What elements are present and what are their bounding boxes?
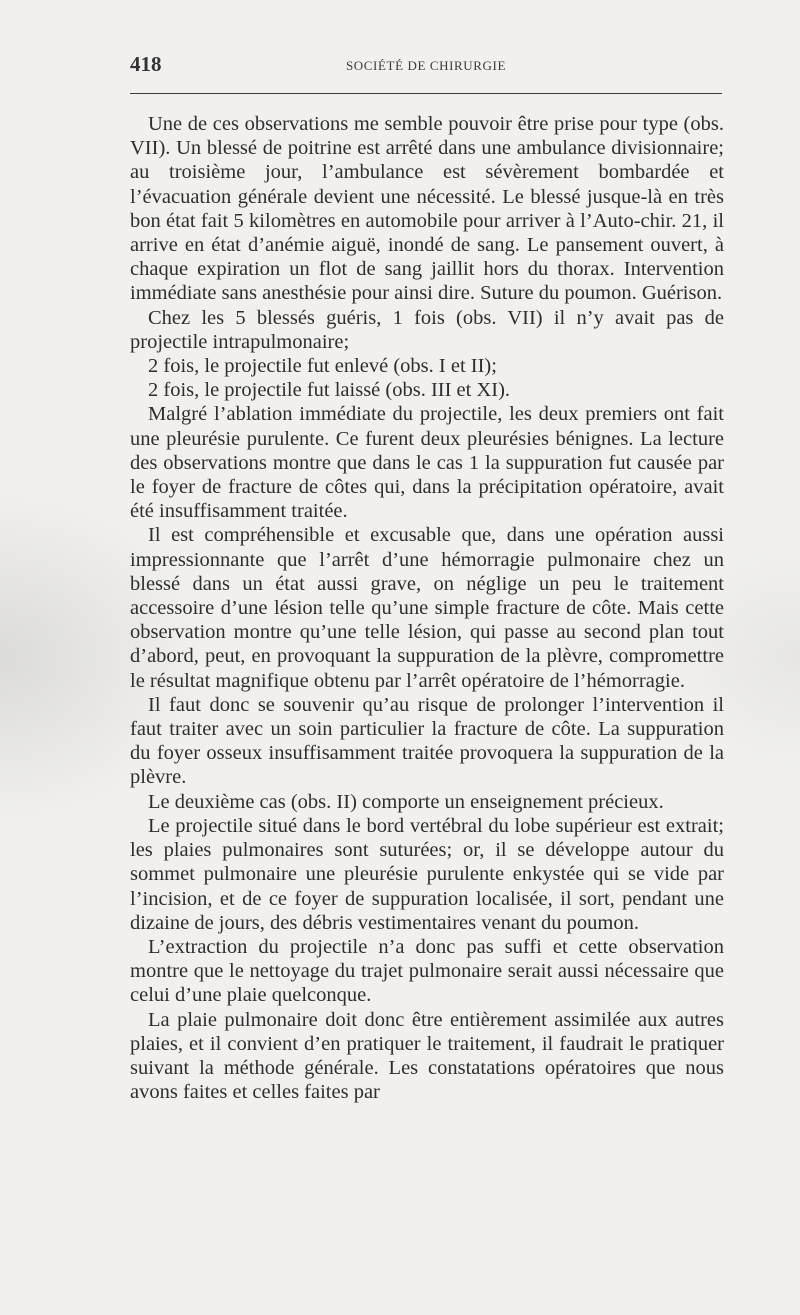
paragraph: Une de ces observations me semble pouvoir être prise pour type (obs. VII). Un blessé de poitrine est arrêté dans une ambulance divisionnaire; au troisième jour, l’ambulance est sévèrement bombardée et l’évacuation générale devient une nécessité. Le blessé jusque-là en très bon état fait 5 kilomètres en automobile pour arriver à l’Auto-chir. 21, il arrive en état d’anémie aiguë, inondé de sang. Le pansement ouvert, à chaque expiration un flot de sang jaillit hors du thorax. Intervention immédiate sans anesthésie pour ainsi dire. Suture du poumon. Guérison. [130, 113, 724, 305]
paragraph: 2 fois, le projectile fut laissé (obs. III et XI). [148, 379, 511, 402]
paragraph: Le deuxième cas (obs. II) comporte un enseignement précieux. [148, 790, 664, 813]
page-header [130, 52, 722, 78]
paragraph: Il est compréhensible et excusable que, dans une opération aussi impressionnante que l’arrêt d’une hémorragie pulmonaire chez un blessé dans un état aussi grave, on néglige un peu le traitement accessoire d’une lésion telle qu’une simple fracture de côte. Mais cette observation montre qu’une telle lésion, qui passe au second plan tout d’abord, peut, en provoquant la suppuration de la plèvre, compromettre le résultat magnifique obtenu par l’arrêt opératoire de l’hémorragie. [130, 524, 724, 692]
paragraph: 2 fois, le projectile fut enlevé (obs. I et II); [148, 355, 497, 378]
header-rule [130, 93, 722, 94]
paragraph: La plaie pulmonaire doit donc être entièrement assimilée aux autres plaies, et il convient d’en pratiquer le traitement, il faudrait le pratiquer suivant la méthode générale. Les constatations opératoires que nous avons faites et celles faites par [130, 1008, 724, 1104]
page-number: 418 [130, 52, 162, 76]
paragraph: Il faut donc se souvenir qu’au risque de prolonger l’intervention il faut traiter avec un soin particulier la fracture de côte. La suppuration du foyer osseux insuffisamment traitée provoquera la suppuration de la plèvre. [130, 693, 724, 789]
paragraph: Le projectile situé dans le bord vertébral du lobe supérieur est extrait; les plaies pulmonaires sont suturées; or, il se développe autour du sommet pulmonaire une pleurésie purulente enkystée qui se vide par l’incision, et de ce foyer de suppuration localisée, il sort, pendant une dizaine de jours, des débris vestimentaires venant du poumon. [130, 814, 724, 934]
body-text [130, 112, 724, 1104]
running-title: SOCIÉTÉ DE CHIRURGIE [345, 58, 507, 73]
paragraph: Chez les 5 blessés guéris, 1 fois (obs. VII) il n’y avait pas de projectile intrapulmonaire; [130, 306, 724, 353]
paragraph: Malgré l’ablation immédiate du projectile, les deux premiers ont fait une pleurésie purulente. Ce furent deux pleurésies bénignes. La lecture des observations montre que dans le cas 1 la suppuration fut causée par le foyer de fracture de côtes qui, dans la précipitation opératoire, avait été insuffisamment traitée. [130, 403, 724, 523]
paragraph: L’extraction du projectile n’a donc pas suffi et cette observation montre que le nettoyage du trajet pulmonaire serait aussi nécessaire que celui d’une plaie quelconque. [130, 935, 724, 1007]
